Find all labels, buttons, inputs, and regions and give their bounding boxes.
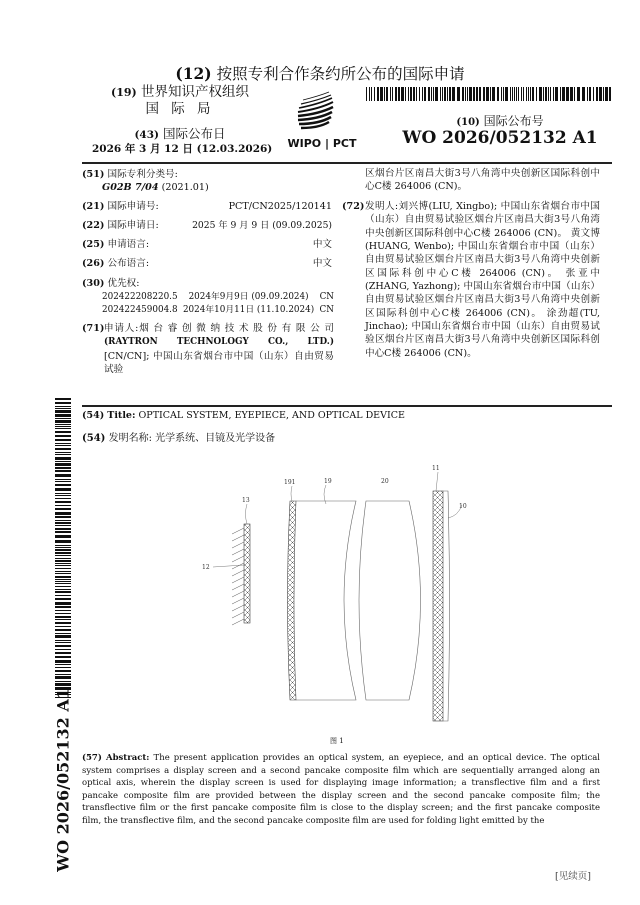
barcode-bar [55,406,71,407]
title-en-value: OPTICAL SYSTEM, EYEPIECE, AND OPTICAL DEVICE [138,410,405,421]
barcode [366,87,612,101]
app-date-field [82,219,332,232]
priority-label: 优先权: [107,278,140,289]
barcode-bar [55,589,71,590]
ipc-field [82,168,332,181]
barcode-bar [398,87,400,101]
barcode-bar [369,87,370,101]
barcode-bar [55,528,71,530]
barcode-bar [490,87,491,101]
applicant-address-continued: 区烟台片区南昌大街3号八角湾中央创新区国际科创中心C楼 264006 (CN)。 [365,168,600,193]
barcode-bar [55,484,71,486]
barcode-bar [424,87,426,101]
barcode-bar [55,560,71,562]
title-en-label: Title: [107,410,136,421]
barcode-bar [55,613,71,614]
barcode-bar [55,558,71,559]
barcode-bar [55,649,71,650]
barcode-bar [422,87,423,101]
barcode-bar [55,656,71,658]
title-en-code: (54) [82,410,105,421]
barcode-bar [505,87,508,101]
barcode-bar [483,87,485,101]
barcode-bar [516,87,517,101]
barcode-bar [55,479,71,480]
barcode-bar [521,87,522,101]
title-cn-value: 光学系统、目镜及光学设备 [155,433,276,444]
inventors-text: 刘兴博(LIU, Xingbo); 中国山东省烟台市中国（山东）自由贸易试验区烟台片区南昌大街3号八角湾中央创新区国际科创中心C楼 264006 (CN)。 黄文博(HUANG, Wenbo); 中国山东省烟台市中国（山东）自由贸易试验区烟台片区南昌大街3号八角湾中央创新区国际科创中心C楼 264006 (CN)。 张亚中(ZHANG, Yazhong); 中国山东省烟台市中国（山东）自由贸易试验区烟台片区南昌大街3号八角湾中央创新区国际科创中心C楼 264006 (CN)。 涂劲超(TU, Jinchao); 中国山东省烟台市中国（山东）自由贸易试验区烟台片区南昌大街3号八角湾中央创新区国际科创中心C楼 264006 (CN)。 [365,201,600,359]
barcode-bar [518,87,519,101]
priority-number: 202422208220.5 [102,292,178,302]
barcode-bar [605,87,608,101]
pub-lang-field [82,257,332,270]
barcode-bar [55,428,71,429]
barcode-bar [55,457,71,460]
app-date-code: (22) [82,220,105,231]
ipc-value [102,181,334,194]
barcode-bar [55,488,71,491]
barcode-bar [55,664,71,665]
barcode-bar [574,87,575,101]
barcode-bar [384,87,385,101]
pub-no-label [400,112,600,129]
display-screen-13 [244,524,250,623]
barcode-bar [55,652,71,654]
barcode-bar [467,87,468,101]
barcode-bar [550,87,551,101]
barcode-bar [377,87,379,101]
barcode-bar [503,87,504,101]
barcode-bar [55,591,71,593]
barcode-bar [55,645,71,647]
ipc-code: (51) [82,169,105,180]
barcode-bar [55,586,71,587]
barcode-bar [55,520,71,521]
barcode-bar [440,87,441,101]
barcode-bar [55,508,71,510]
pub-date-value: 2026 年 3 月 12 日 (12.03.2026) [92,143,273,155]
barcode-bar [55,683,71,686]
abstract-code: (57) [82,753,102,763]
app-date-value: 2025 年 9 月 9 日 (09.09.2025) [192,220,332,231]
barcode-bar [55,501,71,503]
app-no-field [82,200,332,213]
barcode-bar [55,535,71,538]
barcode-bar [55,452,71,453]
barcode-bar [603,87,604,101]
filing-lang-label: 申请语言: [107,239,150,250]
barcode-bar [593,87,594,101]
barcode-bar [514,87,515,101]
barcode-bar [55,579,71,580]
applicant-text [104,322,334,376]
barcode-bar [449,87,451,101]
barcode-bar [536,87,537,101]
figure-1-drawing [200,460,480,735]
app-no-code: (21) [82,201,105,212]
pub-date-label-text: 国际公布日 [163,126,226,141]
barcode-bar [55,481,71,482]
barcode-bar [532,87,534,101]
org-sub: 国 际 局 [145,101,215,117]
barcode-bar [55,616,71,618]
label-191: 191 [284,479,296,486]
barcode-bar [55,583,71,584]
barcode-bar [390,87,391,101]
barcode-bar [492,87,495,101]
barcode-bar [501,87,502,101]
barcode-bar [55,414,71,417]
barcode-bar [545,87,547,101]
barcode-bar [55,563,71,564]
priority-item [102,304,334,317]
filing-lang-value: 中文 [312,239,332,250]
barcode-bar [555,87,558,101]
priority-item [102,291,334,304]
barcode-bar [55,445,71,446]
barcode-bar [55,667,71,668]
ipc-version: (2021.01) [161,182,209,193]
inventors-code [342,200,365,213]
barcode-bar [462,87,464,101]
barcode-bar [55,408,71,409]
barcode-bar [55,443,71,444]
side-publication-number [48,688,78,872]
app-date-label: 国际申请日: [107,220,159,231]
title-cn-label: 发明名称: [108,433,152,444]
barcode-bar [55,512,71,515]
barcode-bar [55,635,71,638]
barcode-bar [55,547,71,548]
barcode-bar [55,522,71,524]
barcode-bar [55,555,71,556]
barcode-bar [530,87,531,101]
doc-type-text: 按照专利合作条约所公布的国际申请 [216,65,465,83]
bibliographic-left [0,0,340,400]
logo-text: WIPO | PCT [287,137,357,150]
barcode-bar [55,565,71,566]
transflective-film-191 [288,501,297,700]
barcode-bar [55,505,71,506]
barcode-bar [55,435,71,437]
barcode-bar [55,498,71,499]
publication-number: WO 2026/052132 A1 [402,128,598,148]
barcode-bar [497,87,499,101]
barcode-bar [380,87,383,101]
barcode-bar [55,426,71,427]
label-10: 10 [459,503,467,510]
ipc-class: G02B 7/04 [102,182,159,193]
continued-note: [见续页] [555,871,591,882]
barcode-bar [410,87,412,101]
barcode-bar [55,626,71,627]
barcode-bar [392,87,393,101]
label-13: 13 [242,497,250,504]
barcode-bar [431,87,432,101]
filing-lang-field [82,238,332,251]
pub-lang-value: 中文 [312,258,332,269]
barcode-bar [55,660,71,663]
org-name: 世界知识产权组织 [141,84,249,100]
barcode-bar [55,622,71,624]
barcode-bar [562,87,565,101]
barcode-bar [599,87,602,101]
app-no-value: PCT/CN2025/120141 [228,201,332,212]
barcode-bar [55,598,71,600]
barcode-bar [55,619,71,620]
barcode-bar [55,670,71,672]
barcode-bar [374,87,375,101]
barcode-bar [55,493,71,494]
barcode-bar [55,568,71,569]
barcode-bar [528,87,529,101]
title-en [82,410,405,421]
barcode-bar [55,431,71,433]
priority-date: 2024年9月9日 (09.09.2024) [188,292,309,302]
barcode-bar [55,420,71,423]
priority-code: (30) [82,278,105,289]
barcode-bar [55,549,71,551]
barcode-bar [55,610,71,611]
barcode-bar [419,87,420,101]
applicant-name-cn: 烟 台 睿 创 微 纳 技 术 股 份 有 限 公 司 [138,323,334,334]
priority-country: CN [319,305,334,315]
figure-caption: 图 1 [330,737,344,745]
applicant-address: [CN/CN]; 中国山东省烟台市中国（山东）自由贸易试验 [104,350,334,375]
barcode-bar [55,398,71,400]
title-cn [82,429,275,444]
barcode-bar [55,681,71,682]
title-divider [82,405,612,407]
barcode-bar [55,410,71,413]
barcode-bar [428,87,430,101]
wall-hatch-12 [232,528,244,625]
abstract-text: The present application provides an optical system, an eyepiece, and an optical device. The optical system comprises a display screen and a second pancake composite film which are sequentially arranged along an optical axis, wherein the display screen is used for displaying image information; a transflective film and a first pancake composite film are provided between the display screen and the second pancake composite film; the transflective film or the first pancake composite film is close to the display screen; and the first pancake composite film, the transflective film, and the second pancake composite film are used for folding light emitted by the [82,753,600,826]
barcode-bar [510,87,511,101]
app-no-label: 国际申请号: [107,201,159,212]
barcode-bar [55,525,71,526]
label-19: 19 [324,478,332,485]
barcode-bar [55,463,71,466]
barcode-bar [408,87,409,101]
barcode-bar [577,87,580,101]
barcode-bar [433,87,434,101]
barcode-bar [401,87,404,101]
barcode-bar [55,573,71,574]
barcode-bar [465,87,466,101]
side-barcode [55,398,71,698]
lens-20 [359,501,421,700]
barcode-bar [55,576,71,578]
barcode-bar [371,87,372,101]
priority-number: 202422459004.8 [102,305,178,315]
barcode-bar [476,87,478,101]
barcode-bar [566,87,569,101]
pancake-film-11 [433,491,443,721]
barcode-bar [452,87,455,101]
barcode-bar [55,448,71,450]
barcode-bar [55,545,71,546]
priority-country: CN [319,292,334,302]
barcode-bar [457,87,460,101]
barcode-bar [55,676,71,679]
barcode-bar [55,531,71,533]
applicant-field [82,322,105,335]
barcode-bar [55,470,71,472]
barcode-bar [444,87,446,101]
barcode-bar [55,454,71,455]
priority-field [82,277,332,290]
label-12: 12 [202,564,210,571]
barcode-bar [55,552,71,554]
barcode-bar [486,87,489,101]
barcode-bar [55,571,71,572]
barcode-bar [55,674,71,675]
barcode-bar [589,87,591,101]
barcode-bar [55,540,71,543]
barcode-bar [55,633,71,634]
label-11: 11 [432,465,440,472]
barcode-bar [512,87,513,101]
pub-lang-label: 公布语言: [107,258,150,269]
barcode-bar [55,461,71,462]
barcode-bar [469,87,472,101]
side-pub-no-text: WO 2026/052132 A1 [53,688,73,872]
pub-date-code: (43) [134,129,160,141]
barcode-bar [548,87,549,101]
title-cn-code: (54) [82,433,106,444]
barcode-bar [55,439,71,441]
lens-19 [296,501,356,700]
barcode-bar [543,87,544,101]
barcode-bar [55,516,71,518]
barcode-bar [479,87,481,101]
barcode-bar [55,642,71,643]
barcode-bar [526,87,527,101]
barcode-bar [386,87,388,101]
barcode-bar [55,424,71,425]
barcode-bar [55,640,71,641]
inventors-label: 发明人: [365,201,399,212]
barcode-bar [55,606,71,608]
ipc-label: 国际专利分类号: [107,169,178,180]
applicant-label: 申请人: [104,323,139,334]
barcode-bar [413,87,415,101]
barcode-bar [55,595,71,596]
barcode-bar [582,87,585,101]
pub-no-label-text: 国际公布号 [483,114,544,128]
applicant-name-en: (RAYTRON TECHNOLOGY CO., LTD.) [104,337,334,348]
pub-no-code: (10) [456,117,480,128]
barcode-bar [553,87,554,101]
plate-10 [443,491,450,721]
barcode-bar [416,87,417,101]
barcode-bar [447,87,448,101]
barcode-bar [560,87,561,101]
barcode-bar [55,467,71,469]
barcode-bar [55,474,71,477]
inventors-field [365,200,600,360]
pub-lang-code: (26) [82,258,105,269]
barcode-bar [405,87,406,101]
barcode-bar [55,495,71,496]
barcode-bar [395,87,397,101]
inventors-code-text: (72) [342,201,365,212]
barcode-bar [55,629,71,631]
doc-type-code: (12) [175,64,212,83]
barcode-bar [55,418,71,419]
barcode-bar [587,87,588,101]
barcode-bar [523,87,524,101]
barcode-bar [55,402,71,404]
priority-date: 2024年10月11日 (11.10.2024) [182,305,315,315]
barcode-bar [55,602,71,605]
barcode-bar [609,87,611,101]
barcode-bar [596,87,598,101]
barcode-bar [366,87,367,101]
barcode-bar [55,581,71,582]
filing-lang-code: (25) [82,239,105,250]
applicant-code: (71) [82,323,105,334]
org-code: (19) [110,86,137,99]
barcode-bar [539,87,542,101]
label-20: 20 [381,478,389,485]
barcode-bar [570,87,573,101]
barcode-bar [442,87,443,101]
abstract-label: Abstract: [105,753,150,763]
barcode-bar [473,87,475,101]
barcode-bar [435,87,438,101]
abstract [82,752,600,828]
